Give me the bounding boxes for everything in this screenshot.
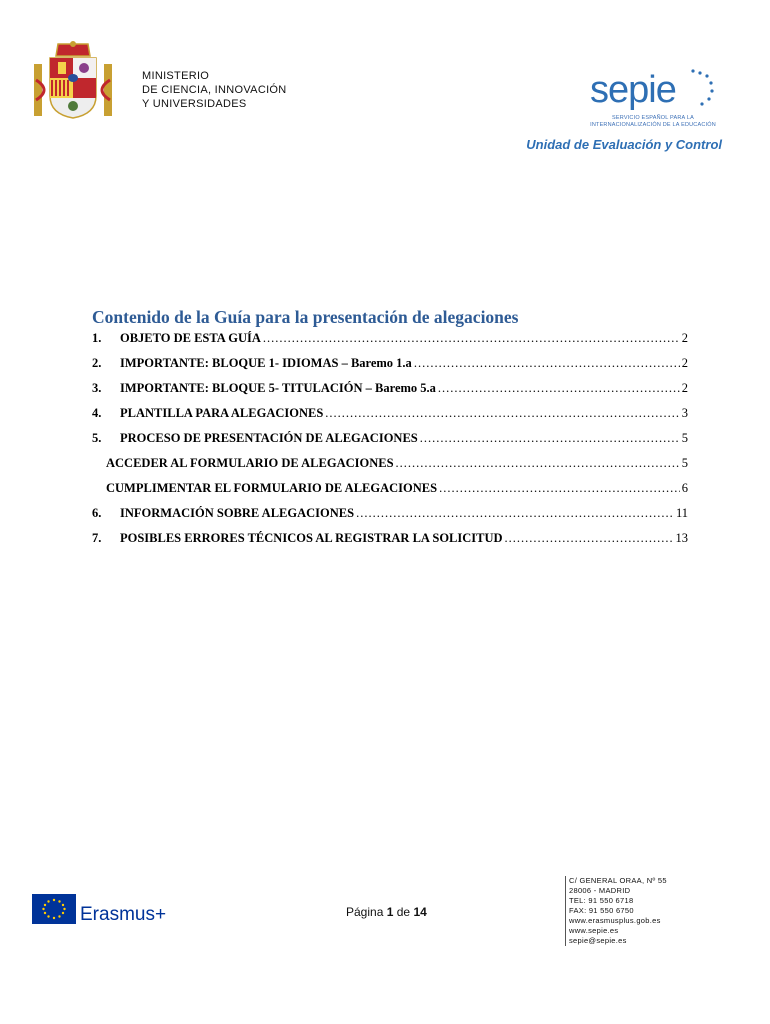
address-line: 28006 - MADRID [569, 886, 631, 895]
toc-entry-text: INFORMACIÓN SOBRE ALEGACIONES [120, 506, 355, 520]
toc-entry-number: 2. [92, 356, 102, 370]
toc-entry-page: 5 [681, 456, 688, 470]
toc-entry-text: ACCEDER AL FORMULARIO DE ALEGACIONES [106, 456, 394, 470]
toc-entry-5[interactable] [92, 431, 688, 447]
toc-entry-page: 3 [681, 406, 688, 420]
toc-entry-text: PLANTILLA PARA ALEGACIONES [120, 406, 324, 420]
toc-entry-text: IMPORTANTE: BLOQUE 1- IDIOMAS – Baremo 1.a [120, 356, 412, 370]
unit-title: Unidad de Evaluación y Control [526, 137, 722, 152]
sepie-logo-text: sepie [590, 69, 676, 111]
spain-coat-of-arms-logo [32, 40, 114, 122]
page-of: de [396, 905, 411, 919]
toc-entry-number: 6. [92, 506, 102, 520]
toc-entry-number: 3. [92, 381, 102, 395]
toc-subentry-acceder[interactable] [106, 456, 688, 472]
toc-entry-2[interactable] [92, 356, 688, 372]
toc-dot-leader [396, 456, 680, 471]
address-line: FAX: 91 550 6750 [569, 906, 634, 915]
toc-subentry-cumplimentar[interactable] [106, 481, 688, 497]
toc-dot-leader [505, 531, 674, 546]
toc-dot-leader [439, 481, 680, 496]
toc-entry-page: 11 [675, 506, 688, 520]
toc-entry-page: 13 [675, 531, 688, 545]
toc-entry-number: 5. [92, 431, 102, 445]
toc-entry-page: 2 [681, 381, 688, 395]
toc-entry-number: 7. [92, 531, 102, 545]
toc-entry-page: 2 [681, 356, 688, 370]
eu-flag-icon [32, 894, 76, 924]
toc-entry-text: IMPORTANTE: BLOQUE 5- TITULACIÓN – Baremo 5.a [120, 381, 436, 395]
toc-entry-page: 2 [681, 331, 688, 345]
toc-entry-text: PROCESO DE PRESENTACIÓN DE ALEGACIONES [120, 431, 418, 445]
toc-entry-page: 5 [681, 431, 688, 445]
page-total: 14 [413, 905, 427, 919]
sepie-subtitle-line-1: SERVICIO ESPAÑOL PARA LA [612, 115, 694, 121]
toc-entry-7[interactable] [92, 531, 688, 547]
toc-title: Contenido de la Guía para la presentación de alegaciones [92, 307, 519, 327]
ministry-line-1: MINISTERIO [142, 70, 210, 82]
sepie-subtitle-line-2: INTERNACIONALIZACIÓN DE LA EDUCACIÓN [590, 122, 716, 128]
ministry-line-2: DE CIENCIA, INNOVACIÓN [142, 84, 287, 96]
toc-entry-4[interactable] [92, 406, 688, 422]
address-line: C/ GENERAL ORAA, Nº 55 [569, 876, 667, 885]
page-number [346, 905, 427, 919]
ministry-line-3: Y UNIVERSIDADES [142, 98, 247, 110]
toc-dot-leader [438, 381, 680, 396]
toc-entry-6[interactable] [92, 506, 688, 522]
page-current: 1 [386, 905, 394, 919]
website-link[interactable]: www.sepie.es [569, 926, 619, 935]
toc-dot-leader [420, 431, 680, 446]
toc-entry-1[interactable] [92, 331, 688, 347]
ministry-name [142, 69, 287, 111]
erasmus-plus-logo [32, 892, 184, 926]
sepie-subtitle [588, 115, 718, 129]
email-link[interactable]: sepie@sepie.es [569, 936, 627, 945]
address-line: TEL: 91 550 6718 [569, 896, 634, 905]
toc-entry-text: POSIBLES ERRORES TÉCNICOS AL REGISTRAR LA SOLICITUD [120, 531, 503, 545]
toc-dot-leader [414, 356, 680, 371]
website-link[interactable]: www.erasmusplus.gob.es [569, 916, 661, 925]
toc-entry-text: OBJETO DE ESTA GUÍA [120, 331, 261, 345]
toc-dot-leader [325, 406, 679, 421]
toc-dot-leader [263, 331, 680, 346]
erasmus-logo-text: Erasmus+ [80, 904, 167, 925]
page-prefix: Página [346, 905, 384, 919]
toc-entry-3[interactable] [92, 381, 688, 397]
toc-entry-page: 6 [681, 481, 688, 495]
toc-entry-number: 1. [92, 331, 102, 345]
toc-entry-text: CUMPLIMENTAR EL FORMULARIO DE ALEGACIONES [106, 481, 438, 495]
toc-entry-number: 4. [92, 406, 102, 420]
contact-address [565, 876, 667, 946]
toc-dot-leader [356, 506, 674, 521]
